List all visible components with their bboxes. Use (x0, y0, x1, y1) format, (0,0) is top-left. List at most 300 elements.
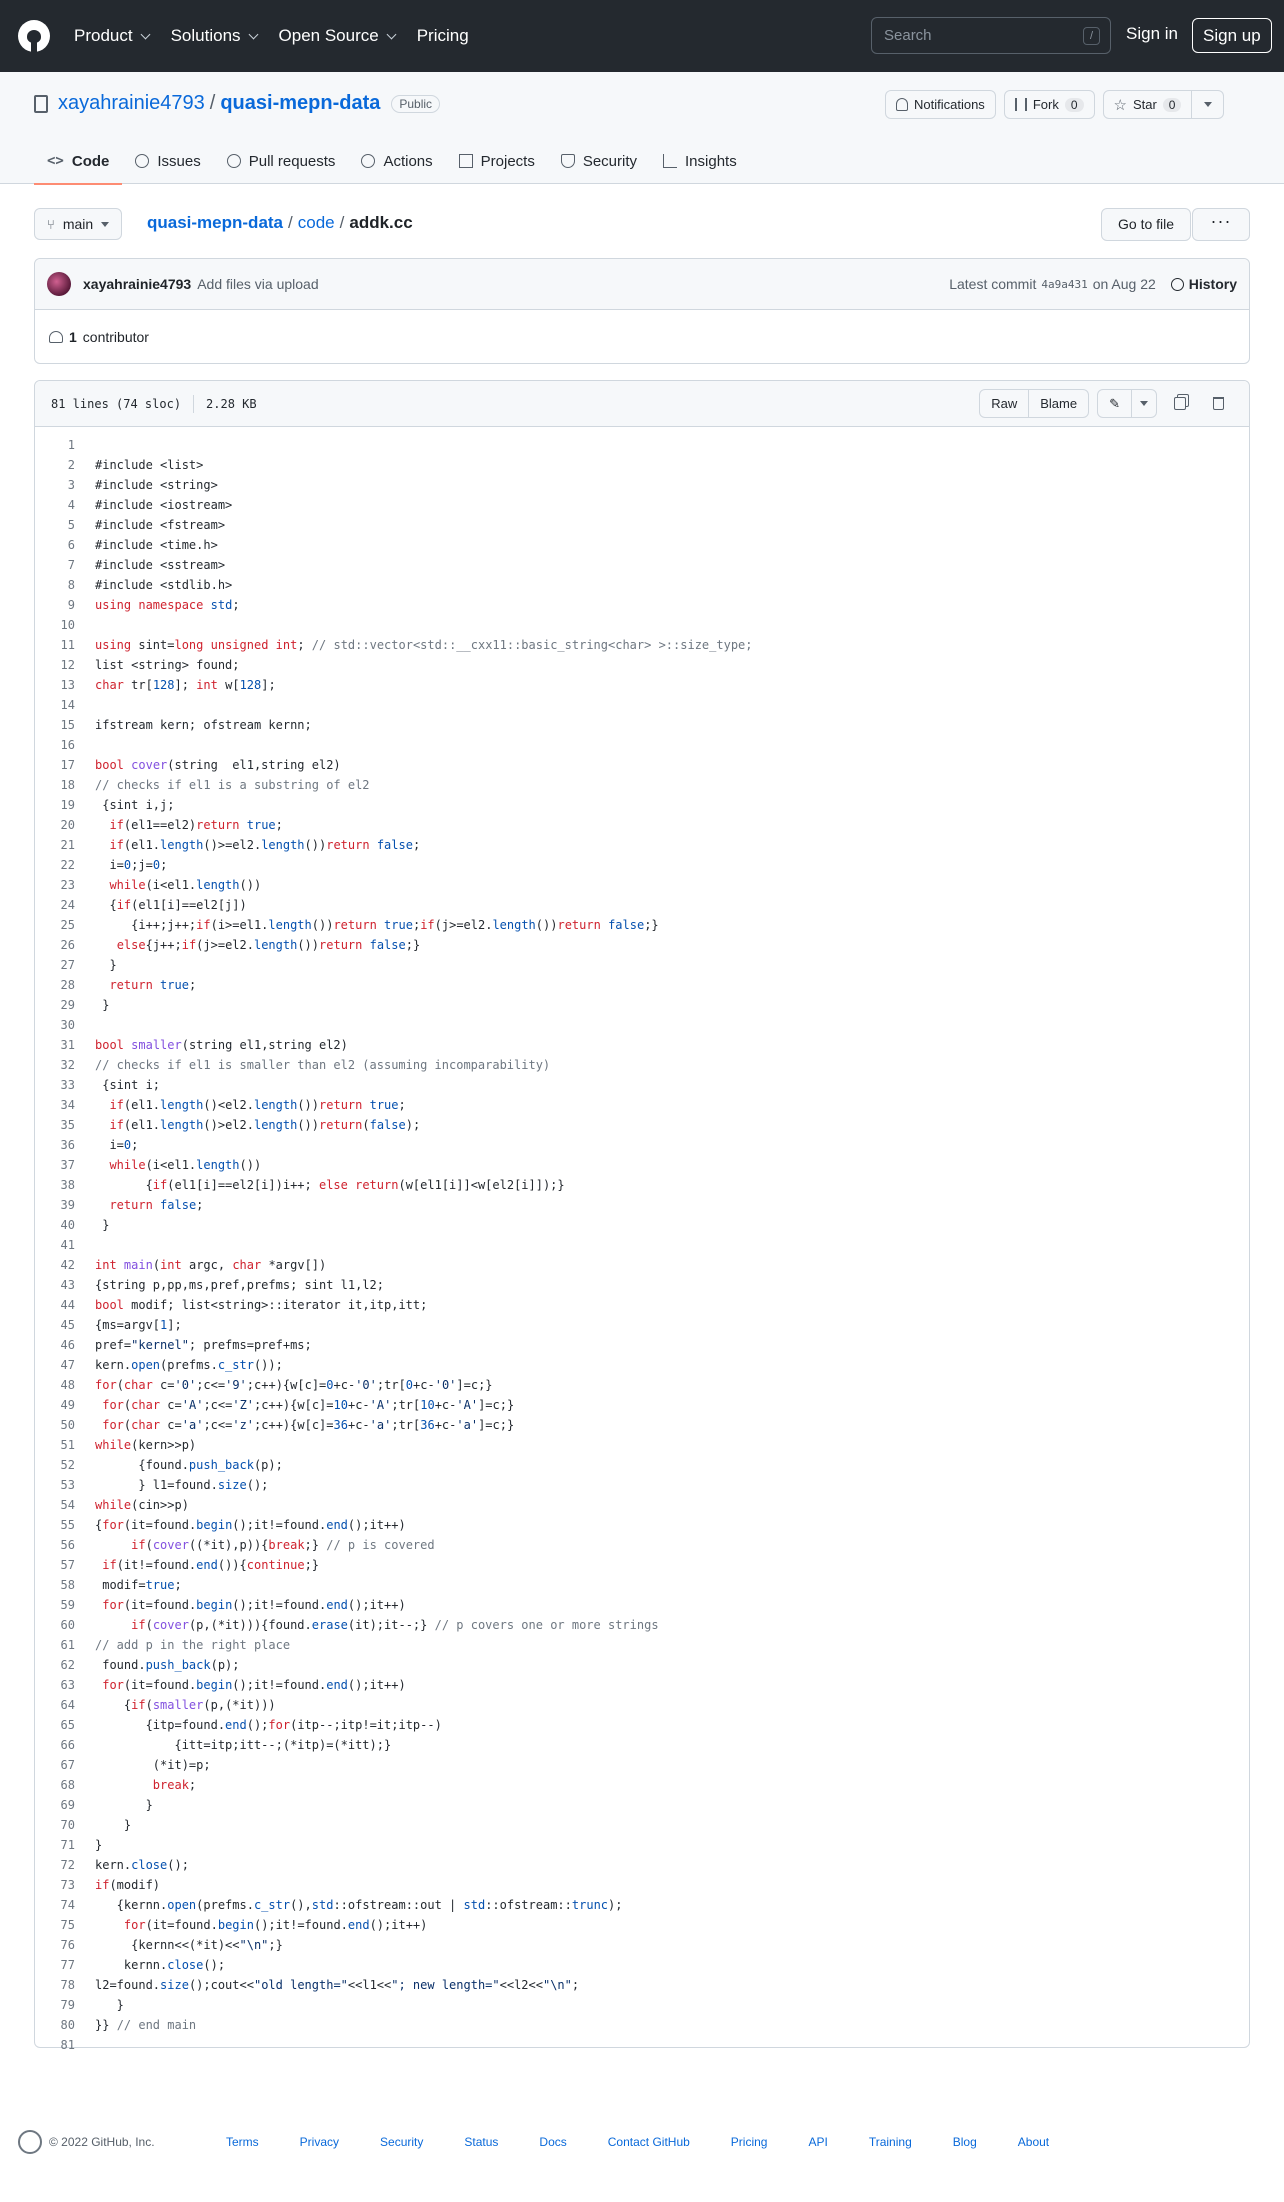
fork-count: 0 (1065, 98, 1084, 112)
code-line (35, 935, 1249, 955)
line-number[interactable]: 25 (60, 918, 75, 932)
table-icon (459, 154, 473, 168)
tab-actions[interactable] (348, 138, 445, 184)
tab-projects[interactable] (446, 138, 548, 184)
repo-icon (34, 95, 48, 113)
fork-button[interactable] (1004, 90, 1095, 119)
code-line (35, 1875, 1249, 1895)
line-content: #include <iostream> (95, 498, 233, 512)
code-line (35, 1935, 1249, 1955)
code-line (35, 995, 1249, 1015)
notifications-label: Notifications (914, 97, 985, 112)
line-number[interactable]: 56 (60, 1538, 75, 1552)
line-number[interactable]: 13 (60, 678, 75, 692)
line-number[interactable]: 34 (60, 1098, 75, 1112)
line-content: } (95, 1798, 153, 1812)
code-line (35, 1115, 1249, 1135)
branch-selector[interactable] (34, 208, 122, 240)
line-number[interactable]: 46 (60, 1338, 75, 1352)
line-number[interactable]: 61 (60, 1638, 75, 1652)
line-number[interactable]: 45 (60, 1318, 75, 1332)
search-input[interactable] (871, 17, 1111, 54)
chevron-down-icon (386, 29, 396, 39)
code-body (35, 427, 1249, 2055)
shield-icon (561, 154, 575, 168)
more-options-button[interactable]: ··· (1192, 208, 1250, 241)
line-content: } (95, 998, 110, 1012)
breadcrumb-repo-link[interactable]: quasi-mepn-data (147, 213, 284, 232)
code-line (35, 1055, 1249, 1075)
pencil-icon[interactable]: ✎ (1109, 396, 1120, 411)
line-number[interactable]: 59 (60, 1598, 75, 1612)
line-content (75, 695, 95, 715)
nav-solutions-label: Solutions (170, 26, 241, 45)
code-line (35, 1155, 1249, 1175)
code-line (35, 615, 1249, 635)
line-number[interactable]: 70 (60, 1818, 75, 1832)
line-number[interactable]: 75 (60, 1918, 75, 1932)
code-line (35, 1375, 1249, 1395)
line-number[interactable]: 18 (60, 778, 75, 792)
line-content: {itp=found.end();for(itp--;itp!=it;itp--) (95, 1718, 442, 1732)
line-number[interactable]: 15 (60, 718, 75, 732)
footer-link-training[interactable]: Training (868, 2135, 912, 2149)
line-number[interactable]: 40 (60, 1218, 75, 1232)
repo-header (0, 72, 1284, 184)
search-shortcut-key: / (1083, 27, 1100, 45)
line-number[interactable]: 60 (60, 1618, 75, 1632)
line-content: using namespace std; (95, 598, 240, 612)
line-content: #include <list> (95, 458, 204, 472)
commit-sha-link[interactable]: 4a9a431 (1041, 277, 1088, 291)
history-link[interactable] (1171, 276, 1237, 292)
footer-link-pricing[interactable]: Pricing (730, 2135, 768, 2149)
line-content: if(el1.length()>el2.length())return(false); (109, 1118, 421, 1132)
footer-link-docs[interactable]: Docs (539, 2135, 567, 2149)
code-line (35, 1435, 1249, 1455)
line-content: kern.close(); (95, 1858, 189, 1872)
code-line (35, 1715, 1249, 1735)
line-number[interactable]: 63 (60, 1678, 75, 1692)
line-number[interactable]: 69 (60, 1798, 75, 1812)
line-content: #include <time.h> (95, 538, 218, 552)
line-number[interactable]: 23 (60, 878, 75, 892)
search-placeholder: Search (884, 27, 932, 44)
footer-link-status[interactable]: Status (464, 2135, 499, 2149)
line-number[interactable]: 6 (67, 538, 75, 552)
line-content: for(it=found.begin();it!=found.end();it++) (102, 1678, 406, 1692)
line-content: if(cover((*it),p)){break;} // p is covered (131, 1538, 435, 1552)
tab-code[interactable] (34, 138, 122, 184)
star-icon: ☆ (1113, 96, 1127, 114)
code-line (35, 1895, 1249, 1915)
tab-insights[interactable] (650, 138, 750, 184)
line-number[interactable]: 47 (60, 1358, 75, 1372)
line-content: } (95, 958, 117, 972)
code-line (35, 455, 1249, 475)
line-number[interactable]: 31 (60, 1038, 75, 1052)
line-content: bool modif; list<string>::iterator it,itp,itt; (95, 1298, 428, 1312)
line-number[interactable]: 54 (60, 1498, 75, 1512)
line-number[interactable]: 81 (60, 2038, 75, 2052)
breadcrumb (147, 213, 413, 233)
line-content: // checks if el1 is a substring of el2 (95, 778, 370, 792)
line-number[interactable]: 50 (60, 1418, 75, 1432)
footer-link-contact[interactable]: Contact GitHub (607, 2135, 690, 2149)
line-content: (*it)=p; (95, 1758, 211, 1772)
star-count: 0 (1163, 98, 1182, 112)
code-line (35, 1415, 1249, 1435)
code-line (35, 1395, 1249, 1415)
line-number[interactable]: 62 (60, 1658, 75, 1672)
line-content: while(i<el1.length()) (109, 878, 262, 892)
commit-meta (949, 276, 1237, 292)
tab-projects-label: Projects (480, 152, 535, 170)
line-content: kernn.close(); (95, 1958, 226, 1972)
line-content: bool cover(string el1,string el2) (95, 758, 341, 772)
line-number[interactable]: 74 (60, 1898, 75, 1912)
line-number[interactable]: 24 (60, 898, 75, 912)
star-button[interactable] (1103, 90, 1193, 119)
issue-icon (135, 154, 149, 168)
line-number[interactable]: 55 (60, 1518, 75, 1532)
line-content: {sint i; (95, 1078, 161, 1092)
line-number[interactable]: 43 (60, 1278, 75, 1292)
line-number[interactable]: 22 (60, 858, 75, 872)
code-line (35, 1035, 1249, 1055)
code-line (35, 815, 1249, 835)
line-content: if(el1.length()<el2.length())return true; (109, 1098, 406, 1112)
code-line (35, 575, 1249, 595)
line-number[interactable]: 8 (67, 578, 75, 592)
repo-actions (885, 90, 1224, 119)
star-list-dropdown[interactable] (1192, 90, 1224, 119)
sign-up-button[interactable]: Sign up (1192, 18, 1272, 53)
code-line (35, 675, 1249, 695)
code-line (35, 1755, 1249, 1775)
line-number[interactable]: 27 (60, 958, 75, 972)
line-number[interactable]: 79 (60, 1998, 75, 2012)
tab-issues[interactable] (122, 138, 213, 184)
edit-dropdown[interactable] (1131, 390, 1156, 417)
line-number[interactable]: 52 (60, 1458, 75, 1472)
code-line (35, 475, 1249, 495)
line-number[interactable]: 35 (60, 1118, 75, 1132)
line-number[interactable]: 33 (60, 1078, 75, 1092)
line-number[interactable]: 38 (60, 1178, 75, 1192)
code-line (35, 655, 1249, 675)
go-to-file-button[interactable]: Go to file (1101, 208, 1191, 241)
line-number[interactable]: 39 (60, 1198, 75, 1212)
line-content: {string p,pp,ms,pref,prefms; sint l1,l2; (95, 1278, 384, 1292)
line-content: for(char c='a';c<='z';c++){w[c]=36+c-'a';tr[36+c-'a']=c;} (102, 1418, 515, 1432)
line-content: for(char c='A';c<='Z';c++){w[c]=10+c-'A';tr[10+c-'A']=c;} (102, 1398, 515, 1412)
line-number[interactable]: 49 (60, 1398, 75, 1412)
breadcrumb-separator: / (288, 213, 293, 232)
code-line (35, 1015, 1249, 1035)
line-number[interactable]: 19 (60, 798, 75, 812)
footer-link-terms[interactable]: Terms (226, 2135, 259, 2149)
repo-name-link[interactable]: quasi-mepn-data (220, 92, 381, 114)
line-content (75, 615, 95, 635)
code-line (35, 1235, 1249, 1255)
code-line (35, 855, 1249, 875)
code-line (35, 875, 1249, 895)
line-number[interactable]: 37 (60, 1158, 75, 1172)
line-content: {ms=argv[1]; (95, 1318, 182, 1332)
history-label: History (1188, 276, 1237, 292)
repo-owner-link[interactable]: xayahrainie4793 (58, 92, 205, 114)
line-content: list <string> found; (95, 658, 240, 672)
tab-code-label: Code (71, 152, 110, 170)
divider (193, 395, 194, 413)
footer (0, 2124, 1284, 2160)
notifications-button[interactable] (885, 90, 996, 119)
line-number[interactable]: 20 (60, 818, 75, 832)
code-line (35, 2015, 1249, 2035)
code-line (35, 1655, 1249, 1675)
line-number[interactable]: 78 (60, 1978, 75, 1992)
line-content: if(cover(p,(*it))){found.erase(it);it--;} // p covers one or more strings (131, 1618, 659, 1632)
code-line (35, 915, 1249, 935)
code-line (35, 555, 1249, 575)
code-line (35, 595, 1249, 615)
code-line (35, 1295, 1249, 1315)
file-lines-info: 81 lines (74 sloc) (51, 396, 182, 411)
code-line (35, 715, 1249, 735)
sign-in-link[interactable]: Sign in (1126, 24, 1178, 43)
code-line (35, 1135, 1249, 1155)
tab-pull-requests-label: Pull requests (248, 152, 336, 170)
nav-solutions[interactable] (171, 26, 257, 46)
raw-button[interactable]: Raw (991, 396, 1018, 411)
line-number[interactable]: 53 (60, 1478, 75, 1492)
line-number[interactable]: 11 (60, 638, 75, 652)
code-line (35, 975, 1249, 995)
line-number[interactable]: 29 (60, 998, 75, 1012)
github-logo-icon[interactable] (18, 2130, 42, 2154)
line-number[interactable]: 10 (60, 618, 75, 632)
line-number[interactable]: 26 (60, 938, 75, 952)
line-number[interactable]: 28 (60, 978, 75, 992)
line-number[interactable]: 21 (60, 838, 75, 852)
footer-link-about[interactable]: About (1017, 2135, 1050, 2149)
code-line (35, 1095, 1249, 1115)
commit-message[interactable]: Add files via upload (197, 276, 319, 292)
footer-copyright: © 2022 GitHub, Inc. (49, 2135, 155, 2149)
line-content: ifstream kern; ofstream kernn; (95, 718, 312, 732)
top-nav (74, 26, 469, 46)
chevron-down-icon (248, 29, 258, 39)
line-number[interactable]: 41 (60, 1238, 75, 1252)
line-content: kern.open(prefms.c_str()); (95, 1358, 283, 1372)
line-content (75, 1015, 95, 1035)
footer-link-api[interactable]: API (808, 2135, 828, 2149)
code-icon: <> (47, 153, 64, 169)
latest-commit-box (34, 258, 1250, 364)
global-header (0, 0, 1284, 72)
code-line (35, 635, 1249, 655)
copy-icon (1174, 397, 1186, 410)
footer-link-privacy[interactable]: Privacy (299, 2135, 340, 2149)
line-number[interactable]: 80 (60, 2018, 75, 2032)
line-number[interactable]: 16 (60, 738, 75, 752)
line-number[interactable]: 1 (67, 438, 75, 452)
code-line (35, 755, 1249, 775)
line-content: char tr[128]; int w[128]; (95, 678, 276, 692)
line-number[interactable]: 17 (60, 758, 75, 772)
line-number[interactable]: 48 (60, 1378, 75, 1392)
code-line (35, 1495, 1249, 1515)
footer-link-blog[interactable]: Blog (952, 2135, 977, 2149)
avatar[interactable] (47, 272, 71, 296)
tab-pull-requests[interactable] (214, 138, 349, 184)
line-number[interactable]: 68 (60, 1778, 75, 1792)
line-content: break; (152, 1778, 197, 1792)
commit-author-link[interactable]: xayahrainie4793 (83, 276, 192, 292)
repo-title-separator: / (209, 92, 216, 114)
code-line (35, 1615, 1249, 1635)
line-number[interactable]: 9 (67, 598, 75, 612)
file-size: 2.28 KB (206, 396, 257, 411)
line-content (75, 1235, 95, 1255)
fork-icon (1015, 98, 1027, 111)
line-number[interactable]: 14 (60, 698, 75, 712)
breadcrumb-separator: / (339, 213, 345, 232)
line-number[interactable]: 71 (60, 1838, 75, 1852)
triangle-down-icon (101, 222, 109, 227)
graph-icon (663, 154, 677, 168)
nav-open-source[interactable] (279, 26, 395, 46)
line-number[interactable]: 51 (60, 1438, 75, 1452)
line-content: } (95, 1998, 124, 2012)
code-line (35, 1915, 1249, 1935)
code-line (35, 2035, 1249, 2055)
branch-name: main (62, 216, 94, 232)
line-number[interactable]: 5 (67, 518, 75, 532)
code-line (35, 1855, 1249, 1875)
line-content: } (95, 1838, 103, 1852)
line-content: {i++;j++;if(i>=el1.length())return true;if(j>=el2.length())return false;} (95, 918, 659, 932)
contributors-row[interactable] (35, 310, 1249, 363)
code-line (35, 1955, 1249, 1975)
line-number[interactable]: 57 (60, 1558, 75, 1572)
line-number[interactable]: 65 (60, 1718, 75, 1732)
code-line (35, 775, 1249, 795)
latest-commit-label: Latest commit (949, 276, 1037, 292)
github-logo-icon[interactable] (18, 20, 50, 52)
line-content: l2=found.size();cout<<"old length="<<l1<<"; new length="<<l2<<"\n"; (95, 1978, 580, 1992)
line-content: {for(it=found.begin();it!=found.end();it++) (95, 1518, 406, 1532)
line-number[interactable]: 72 (60, 1858, 75, 1872)
footer-links (226, 2135, 1090, 2149)
line-number[interactable]: 77 (60, 1958, 75, 1972)
breadcrumb-file-name: addk.cc (349, 213, 413, 232)
line-content: } l1=found.size(); (95, 1478, 269, 1492)
nav-pricing[interactable] (417, 26, 469, 46)
line-number[interactable]: 73 (60, 1878, 75, 1892)
code-line (35, 1795, 1249, 1815)
line-content: {if(smaller(p,(*it))) (95, 1698, 276, 1712)
contributors-count: 1 (69, 328, 77, 345)
line-number[interactable]: 2 (67, 458, 75, 472)
line-number[interactable]: 58 (60, 1578, 75, 1592)
line-number[interactable]: 4 (67, 498, 75, 512)
code-line (35, 1355, 1249, 1375)
edit-group (1097, 389, 1157, 418)
line-content: int main(int argc, char *argv[]) (95, 1258, 327, 1272)
line-content: pref="kernel"; prefms=pref+ms; (95, 1338, 312, 1352)
code-line (35, 1275, 1249, 1295)
line-content: } (95, 1818, 132, 1832)
tab-security-label: Security (582, 152, 638, 170)
code-line (35, 1455, 1249, 1475)
line-number[interactable]: 32 (60, 1058, 75, 1072)
bell-icon (896, 98, 908, 111)
line-content: while(cin>>p) (95, 1498, 189, 1512)
line-number[interactable]: 64 (60, 1698, 75, 1712)
line-content: {found.push_back(p); (95, 1458, 283, 1472)
trash-icon (1213, 397, 1224, 410)
code-line (35, 955, 1249, 975)
line-content: #include <stdlib.h> (95, 578, 233, 592)
code-line (35, 1195, 1249, 1215)
line-number[interactable]: 7 (67, 558, 75, 572)
line-number[interactable]: 66 (60, 1738, 75, 1752)
code-line (35, 1695, 1249, 1715)
line-number[interactable]: 12 (60, 658, 75, 672)
line-content: {if(el1[i]==el2[j]) (95, 898, 247, 912)
blame-button[interactable]: Blame (1028, 390, 1088, 417)
code-line (35, 1975, 1249, 1995)
line-content: #include <fstream> (95, 518, 226, 532)
footer-link-security[interactable]: Security (380, 2135, 424, 2149)
line-content: } (95, 1218, 110, 1232)
nav-product[interactable] (74, 26, 149, 46)
code-line (35, 1735, 1249, 1755)
line-content: return false; (109, 1198, 204, 1212)
line-content: modif=true; (95, 1578, 182, 1592)
code-line (35, 1675, 1249, 1695)
file-viewer (34, 380, 1250, 2052)
copy-button[interactable] (1165, 389, 1195, 418)
line-content (75, 435, 95, 455)
line-number[interactable]: 76 (60, 1938, 75, 1952)
line-content: else{j++;if(j>=el2.length())return false;} (116, 938, 421, 952)
line-content (75, 2035, 95, 2055)
delete-button[interactable] (1203, 389, 1233, 418)
breadcrumb-dir-link[interactable]: code (297, 213, 335, 232)
tab-security[interactable] (548, 138, 650, 184)
raw-blame-group (979, 389, 1089, 418)
line-number[interactable]: 3 (67, 478, 75, 492)
star-label: Star (1132, 97, 1157, 112)
commit-date: on Aug 22 (1092, 276, 1156, 292)
line-number[interactable]: 42 (60, 1258, 75, 1272)
line-content: i=0; (95, 1138, 139, 1152)
nav-product-label: Product (74, 26, 133, 45)
tab-actions-label: Actions (383, 152, 433, 170)
line-number[interactable]: 67 (60, 1758, 75, 1772)
play-icon (361, 154, 375, 168)
line-content: for(char c='0';c<='9';c++){w[c]=0+c-'0';tr[0+c-'0']=c;} (95, 1378, 493, 1392)
code-line (35, 515, 1249, 535)
code-line (35, 1075, 1249, 1095)
line-number[interactable]: 30 (60, 1018, 75, 1032)
triangle-down-icon (1140, 401, 1148, 406)
line-number[interactable]: 36 (60, 1138, 75, 1152)
line-number[interactable]: 44 (60, 1298, 75, 1312)
